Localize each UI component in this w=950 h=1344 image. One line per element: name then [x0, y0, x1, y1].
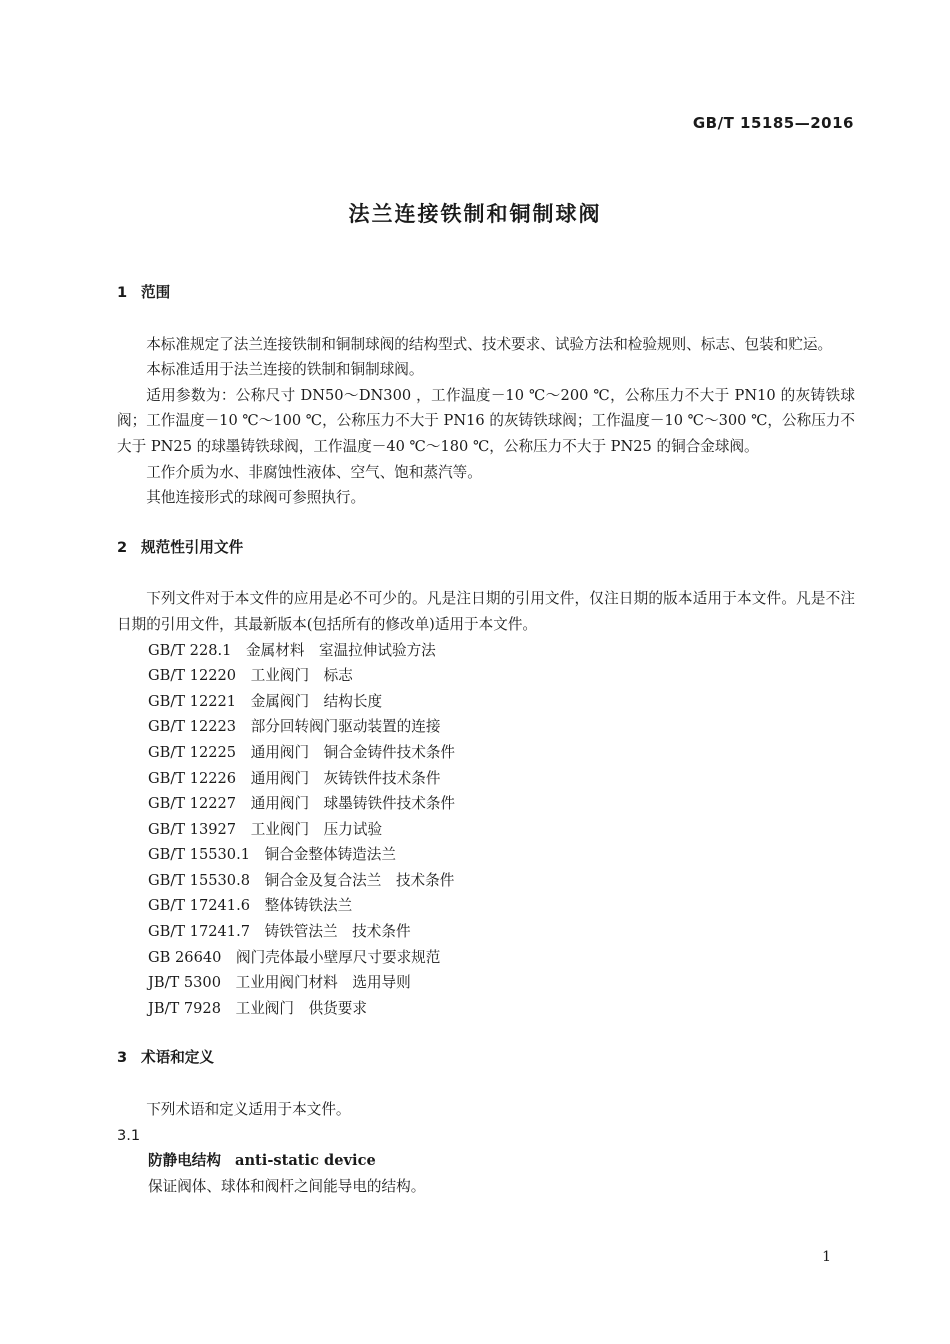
reference-item: GB/T 15530.1 铜合金整体铸造法兰	[148, 846, 396, 864]
term-definition: 保证阀体、球体和阀杆之间能导电的结构。	[148, 1177, 426, 1195]
reference-item: GB/T 12221 金属阀门 结构长度	[148, 692, 383, 710]
reference-item: GB/T 17241.7 铸铁管法兰 技术条件	[148, 923, 411, 941]
section-title: 术语和定义	[141, 1049, 214, 1067]
scope-paragraph: 工作介质为水、非腐蚀性液体、空气、饱和蒸汽等。	[146, 463, 482, 481]
section-number: 1	[117, 284, 128, 301]
term-name	[117, 1148, 855, 1174]
reference-item: GB/T 13927 工业阀门 压力试验	[148, 820, 383, 838]
reference-item: GB/T 12226 通用阀门 灰铸铁件技术条件	[148, 769, 441, 787]
reference-item: JB/T 5300 工业用阀门材料 选用导则	[148, 974, 411, 992]
standard-number: GB/T 15185—2016	[692, 114, 854, 132]
reference-item: GB/T 12225 通用阀门 铜合金铸件技术条件	[148, 743, 456, 761]
scope-paragraph: 本标准适用于法兰连接的铁制和铜制球阀。	[146, 361, 424, 379]
term-name-zh: 防静电结构	[148, 1152, 221, 1170]
reference-item: GB/T 12223 部分回转阀门驱动装置的连接	[148, 718, 441, 736]
reference-item: JB/T 7928 工业阀门 供货要求	[148, 999, 367, 1017]
references-intro: 下列文件对于本文件的应用是必不可少的。凡是注日期的引用文件，仅注日期的版本适用于本文件。凡是不注日期的引用文件，其最新版本(包括所有的修改单)适用于本文件。	[117, 590, 855, 633]
scope-paragraph: 本标准规定了法兰连接铁制和铜制球阀的结构型式、技术要求、试验方法和检验规则、标志、包装和贮运。	[146, 335, 833, 353]
reference-item: GB/T 12220 工业阀门 标志	[148, 667, 353, 685]
term-number: 3.1	[117, 1126, 141, 1144]
scope-paragraph: 适用参数为：公称尺寸 DN50～DN300 ，工作温度－10 ℃～200 ℃，公称压力不大于 PN10 的灰铸铁球阀；工作温度－10 ℃～100 ℃，公称压力不大于 PN16 的灰铸铁球阀；工作温度－10 ℃～300 ℃，公称压力不大于 PN25 的球墨铸铁球阀，工作温度－40 ℃～180 ℃，公称压力不大于 PN25 的铜合金球阀。	[117, 386, 855, 455]
reference-item: GB/T 228.1 金属材料 室温拉伸试验方法	[148, 641, 436, 659]
section-heading-scope	[117, 280, 855, 306]
section-heading-terms	[117, 1045, 855, 1071]
section-number: 3	[117, 1049, 128, 1067]
section-title: 范围	[141, 284, 171, 301]
section-title: 规范性引用文件	[141, 538, 244, 556]
term-name-en: anti-static device	[234, 1152, 376, 1170]
reference-item: GB/T 15530.8 铜合金及复合法兰 技术条件	[148, 871, 455, 889]
reference-item: GB/T 17241.6 整体铸铁法兰	[148, 897, 353, 915]
document-body	[117, 280, 855, 1199]
section-number: 2	[117, 538, 128, 556]
terms-intro: 下列术语和定义适用于本文件。	[146, 1101, 351, 1119]
reference-item: GB 26640 阀门壳体最小壁厚尺寸要求规范	[148, 948, 441, 966]
page-number: 1	[822, 1249, 831, 1265]
document-title: 法兰连接铁制和铜制球阀	[348, 202, 602, 226]
scope-paragraph: 其他连接形式的球阀可参照执行。	[146, 489, 366, 507]
reference-item: GB/T 12227 通用阀门 球墨铸铁件技术条件	[148, 795, 456, 813]
section-heading-normative-references	[117, 535, 855, 561]
